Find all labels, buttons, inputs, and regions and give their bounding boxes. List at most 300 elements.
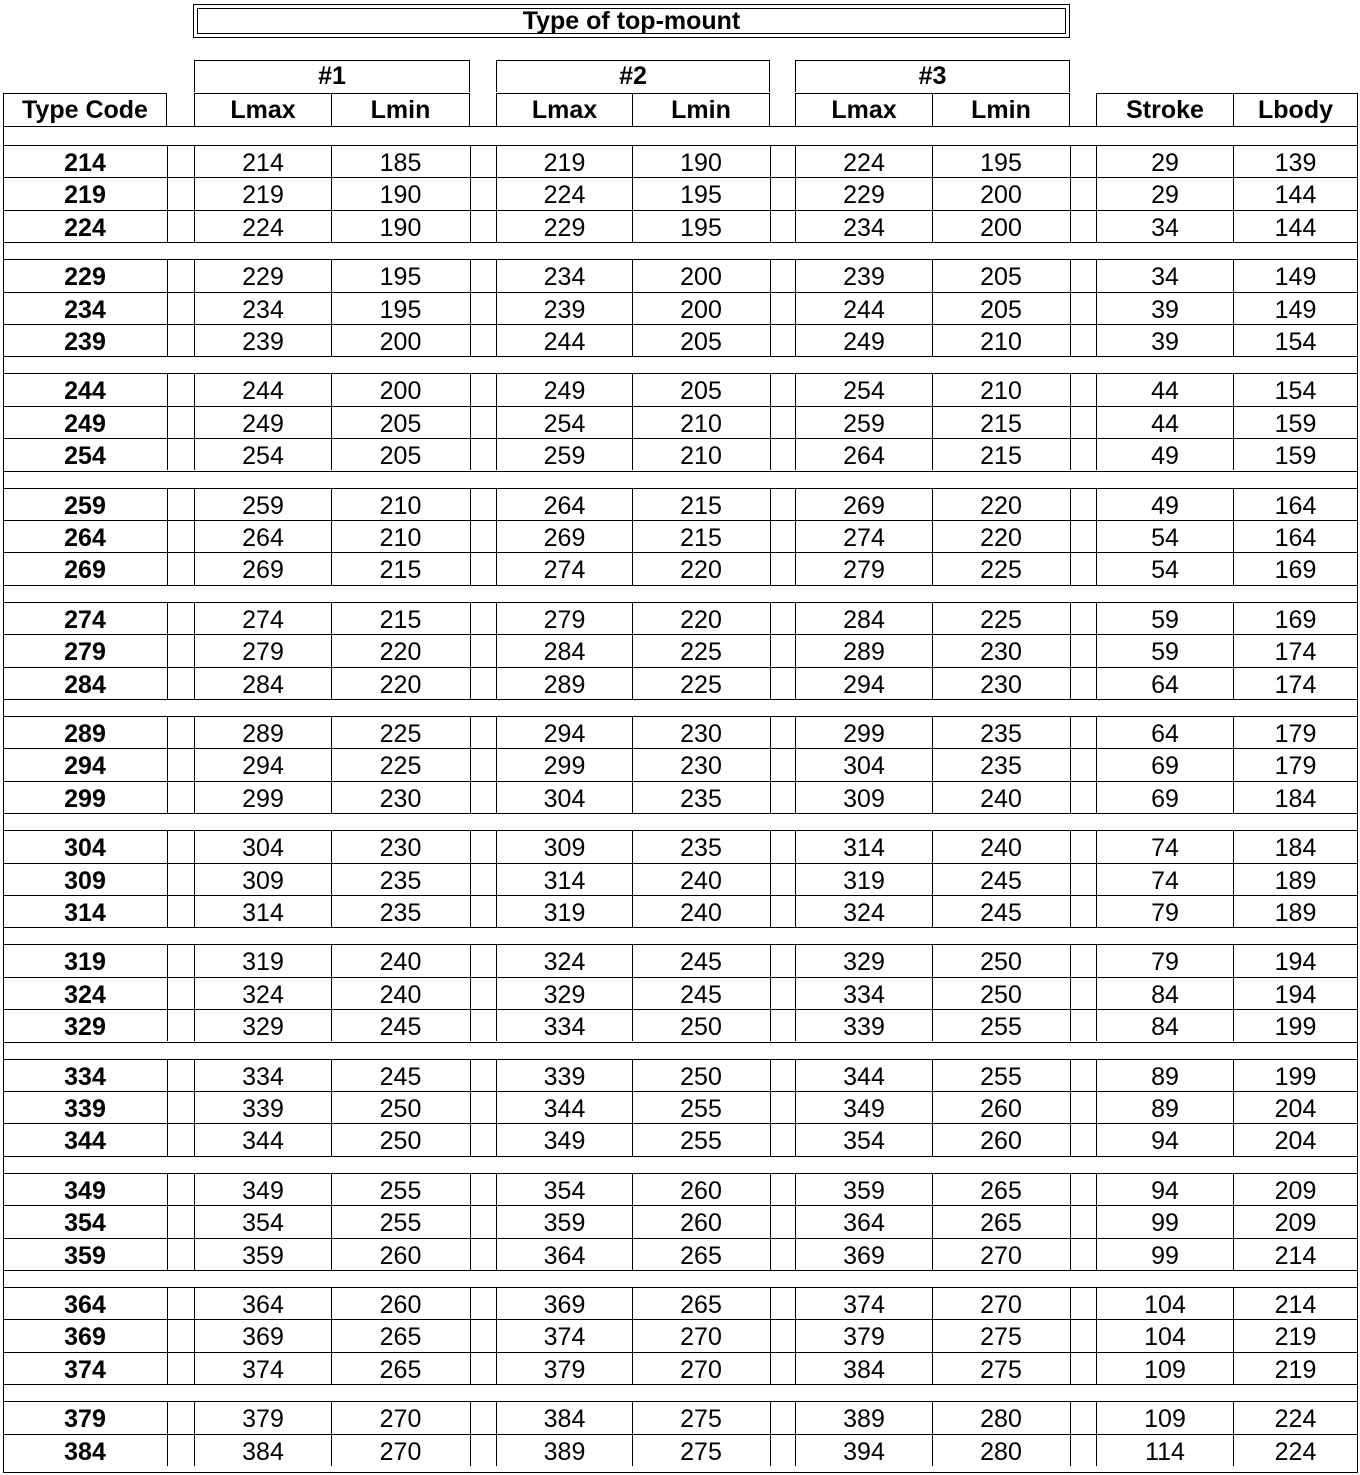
cell-g3-lmax: 349 bbox=[843, 1094, 885, 1123]
column-separator bbox=[470, 1059, 471, 1156]
column-separator bbox=[932, 716, 933, 813]
cell-lbody: 174 bbox=[1274, 637, 1317, 666]
cell-g2-lmax: 359 bbox=[543, 1208, 586, 1237]
header-g1-lmax: Lmax bbox=[194, 93, 332, 126]
cell-g2-lmin: 265 bbox=[680, 1290, 722, 1319]
cell-g3-lmax: 249 bbox=[843, 327, 885, 356]
column-separator bbox=[470, 944, 471, 1041]
column-separator bbox=[496, 1287, 497, 1384]
cell-g2-lmax: 234 bbox=[543, 262, 586, 291]
column-separator bbox=[1096, 145, 1097, 242]
cell-g1-lmin: 250 bbox=[379, 1126, 422, 1155]
cell-g3-lmin: 205 bbox=[980, 295, 1022, 324]
cell-g1-lmax: 334 bbox=[242, 1062, 284, 1091]
cell-type-code: 219 bbox=[64, 180, 106, 209]
cell-g3-lmax: 269 bbox=[843, 491, 885, 520]
column-separator bbox=[1233, 259, 1234, 356]
row-separator bbox=[3, 585, 1358, 586]
row-separator bbox=[3, 1434, 1358, 1435]
row-separator bbox=[3, 488, 1358, 489]
cell-g1-lmin: 245 bbox=[379, 1012, 422, 1041]
cell-g3-lmax: 234 bbox=[843, 213, 885, 242]
cell-g1-lmin: 220 bbox=[379, 670, 422, 699]
cell-g1-lmax: 274 bbox=[242, 605, 284, 634]
column-separator bbox=[1070, 145, 1071, 242]
column-separator bbox=[470, 373, 471, 470]
cell-g3-lmax: 369 bbox=[843, 1241, 885, 1270]
cell-g1-lmin: 195 bbox=[379, 295, 422, 324]
cell-stroke: 54 bbox=[1151, 523, 1179, 552]
cell-g1-lmin: 245 bbox=[379, 1062, 422, 1091]
cell-stroke: 89 bbox=[1151, 1062, 1179, 1091]
row-separator bbox=[3, 259, 1358, 260]
column-separator bbox=[194, 1173, 195, 1270]
cell-stroke: 79 bbox=[1151, 898, 1179, 927]
cell-g2-lmax: 314 bbox=[543, 866, 586, 895]
header-g2-lmax: Lmax bbox=[496, 93, 633, 126]
column-separator bbox=[194, 716, 195, 813]
cell-g1-lmin: 190 bbox=[379, 180, 422, 209]
cell-g1-lmin: 240 bbox=[379, 980, 422, 1009]
cell-g1-lmax: 374 bbox=[242, 1355, 284, 1384]
cell-stroke: 74 bbox=[1151, 833, 1179, 862]
cell-lbody: 199 bbox=[1274, 1062, 1317, 1091]
cell-g3-lmax: 354 bbox=[843, 1126, 885, 1155]
column-separator bbox=[1096, 830, 1097, 927]
column-separator bbox=[470, 1287, 471, 1384]
cell-g1-lmin: 200 bbox=[379, 376, 422, 405]
column-separator bbox=[167, 1287, 168, 1384]
cell-g1-lmax: 219 bbox=[242, 180, 284, 209]
cell-g1-lmin: 260 bbox=[379, 1241, 422, 1270]
column-separator bbox=[795, 373, 796, 470]
cell-g3-lmin: 270 bbox=[980, 1290, 1022, 1319]
cell-type-code: 214 bbox=[64, 148, 106, 177]
column-separator bbox=[1096, 716, 1097, 813]
cell-g1-lmin: 265 bbox=[379, 1355, 422, 1384]
cell-g2-lmin: 205 bbox=[680, 327, 722, 356]
header-lbody: Lbody bbox=[1233, 93, 1358, 126]
cell-g2-lmax: 284 bbox=[543, 637, 586, 666]
row-separator bbox=[3, 1319, 1358, 1320]
column-separator bbox=[1070, 830, 1071, 927]
column-separator bbox=[1096, 373, 1097, 470]
cell-g3-lmax: 389 bbox=[843, 1404, 885, 1433]
cell-lbody: 164 bbox=[1274, 491, 1317, 520]
column-separator bbox=[632, 488, 633, 585]
column-separator bbox=[932, 830, 933, 927]
column-separator bbox=[331, 488, 332, 585]
cell-stroke: 94 bbox=[1151, 1176, 1179, 1205]
cell-g1-lmin: 205 bbox=[379, 441, 422, 470]
cell-g3-lmin: 240 bbox=[980, 833, 1022, 862]
cell-type-code: 239 bbox=[64, 327, 106, 356]
cell-g2-lmax: 349 bbox=[543, 1126, 586, 1155]
cell-g2-lmin: 265 bbox=[680, 1241, 722, 1270]
cell-type-code: 299 bbox=[64, 784, 106, 813]
cell-g2-lmin: 235 bbox=[680, 833, 722, 862]
cell-g2-lmax: 354 bbox=[543, 1176, 586, 1205]
cell-g2-lmax: 329 bbox=[543, 980, 586, 1009]
cell-g2-lmax: 229 bbox=[543, 213, 586, 242]
cell-g2-lmin: 225 bbox=[680, 637, 722, 666]
cell-g3-lmax: 344 bbox=[843, 1062, 885, 1091]
cell-lbody: 204 bbox=[1274, 1094, 1317, 1123]
cell-g1-lmin: 185 bbox=[379, 148, 422, 177]
cell-lbody: 224 bbox=[1274, 1437, 1317, 1466]
cell-g2-lmin: 190 bbox=[680, 148, 722, 177]
column-separator bbox=[795, 1173, 796, 1270]
row-separator bbox=[3, 977, 1358, 978]
cell-g1-lmin: 225 bbox=[379, 751, 422, 780]
cell-g1-lmax: 214 bbox=[242, 148, 284, 177]
cell-g1-lmin: 205 bbox=[379, 409, 422, 438]
cell-lbody: 199 bbox=[1274, 1012, 1317, 1041]
cell-lbody: 209 bbox=[1274, 1208, 1317, 1237]
cell-g2-lmin: 220 bbox=[680, 605, 722, 634]
column-separator bbox=[1096, 602, 1097, 699]
cell-type-code: 349 bbox=[64, 1176, 106, 1205]
cell-g3-lmax: 244 bbox=[843, 295, 885, 324]
column-separator bbox=[194, 1059, 195, 1156]
cell-type-code: 319 bbox=[64, 947, 106, 976]
cell-g1-lmin: 230 bbox=[379, 833, 422, 862]
cell-type-code: 344 bbox=[64, 1126, 106, 1155]
row-separator bbox=[3, 1238, 1358, 1239]
column-separator bbox=[770, 1059, 771, 1156]
cell-stroke: 39 bbox=[1151, 327, 1179, 356]
cell-g2-lmin: 235 bbox=[680, 784, 722, 813]
cell-g1-lmax: 289 bbox=[242, 719, 284, 748]
column-separator bbox=[632, 259, 633, 356]
cell-g2-lmax: 264 bbox=[543, 491, 586, 520]
column-separator bbox=[1096, 488, 1097, 585]
column-separator bbox=[331, 602, 332, 699]
cell-g3-lmin: 220 bbox=[980, 523, 1022, 552]
cell-g2-lmax: 369 bbox=[543, 1290, 586, 1319]
cell-stroke: 84 bbox=[1151, 1012, 1179, 1041]
cell-g2-lmin: 255 bbox=[680, 1126, 722, 1155]
cell-stroke: 34 bbox=[1151, 213, 1179, 242]
cell-lbody: 219 bbox=[1274, 1355, 1317, 1384]
cell-g2-lmax: 319 bbox=[543, 898, 586, 927]
cell-g1-lmax: 319 bbox=[242, 947, 284, 976]
column-separator bbox=[1096, 944, 1097, 1041]
column-separator bbox=[1070, 1401, 1071, 1466]
cell-g1-lmax: 314 bbox=[242, 898, 284, 927]
column-separator bbox=[331, 1287, 332, 1384]
cell-type-code: 304 bbox=[64, 833, 106, 862]
column-separator bbox=[1233, 830, 1234, 927]
cell-lbody: 179 bbox=[1274, 751, 1317, 780]
cell-type-code: 284 bbox=[64, 670, 106, 699]
column-separator bbox=[167, 1173, 168, 1270]
table-title-box bbox=[193, 4, 1070, 38]
cell-stroke: 69 bbox=[1151, 784, 1179, 813]
cell-type-code: 279 bbox=[64, 637, 106, 666]
column-separator bbox=[1233, 602, 1234, 699]
column-separator bbox=[1070, 488, 1071, 585]
column-separator bbox=[496, 259, 497, 356]
cell-stroke: 49 bbox=[1151, 491, 1179, 520]
cell-g3-lmin: 205 bbox=[980, 262, 1022, 291]
column-separator bbox=[1233, 1173, 1234, 1270]
cell-g3-lmax: 319 bbox=[843, 866, 885, 895]
cell-lbody: 169 bbox=[1274, 555, 1317, 584]
cell-type-code: 244 bbox=[64, 376, 106, 405]
cell-lbody: 164 bbox=[1274, 523, 1317, 552]
cell-stroke: 59 bbox=[1151, 605, 1179, 634]
column-separator bbox=[1233, 145, 1234, 242]
cell-lbody: 179 bbox=[1274, 719, 1317, 748]
column-separator bbox=[932, 488, 933, 585]
column-separator bbox=[1096, 1059, 1097, 1156]
column-separator bbox=[632, 602, 633, 699]
column-separator bbox=[496, 373, 497, 470]
cell-g2-lmin: 225 bbox=[680, 670, 722, 699]
column-separator bbox=[194, 373, 195, 470]
cell-type-code: 259 bbox=[64, 491, 106, 520]
cell-g3-lmax: 304 bbox=[843, 751, 885, 780]
column-separator bbox=[1233, 1059, 1234, 1156]
cell-g3-lmin: 225 bbox=[980, 605, 1022, 634]
column-separator bbox=[770, 1173, 771, 1270]
cell-g1-lmin: 270 bbox=[379, 1404, 422, 1433]
column-separator bbox=[632, 1059, 633, 1156]
column-separator bbox=[1096, 1173, 1097, 1270]
cell-g1-lmin: 255 bbox=[379, 1176, 422, 1205]
column-separator bbox=[470, 716, 471, 813]
cell-type-code: 249 bbox=[64, 409, 106, 438]
cell-g2-lmax: 254 bbox=[543, 409, 586, 438]
column-separator bbox=[1233, 1401, 1234, 1466]
cell-g2-lmin: 270 bbox=[680, 1322, 722, 1351]
cell-stroke: 104 bbox=[1144, 1290, 1186, 1319]
cell-g2-lmin: 210 bbox=[680, 441, 722, 470]
cell-lbody: 194 bbox=[1274, 947, 1317, 976]
column-separator bbox=[194, 259, 195, 356]
cell-g2-lmin: 195 bbox=[680, 180, 722, 209]
cell-stroke: 94 bbox=[1151, 1126, 1179, 1155]
cell-g1-lmax: 359 bbox=[242, 1241, 284, 1270]
cell-g1-lmin: 235 bbox=[379, 898, 422, 927]
cell-g3-lmax: 294 bbox=[843, 670, 885, 699]
column-separator bbox=[770, 944, 771, 1041]
column-separator bbox=[496, 488, 497, 585]
column-separator bbox=[795, 259, 796, 356]
cell-type-code: 354 bbox=[64, 1208, 106, 1237]
cell-g1-lmin: 240 bbox=[379, 947, 422, 976]
cell-g2-lmax: 389 bbox=[543, 1437, 586, 1466]
cell-g1-lmax: 269 bbox=[242, 555, 284, 584]
cell-g1-lmax: 244 bbox=[242, 376, 284, 405]
cell-g2-lmin: 215 bbox=[680, 491, 722, 520]
row-separator bbox=[3, 406, 1358, 407]
cell-g1-lmax: 349 bbox=[242, 1176, 284, 1205]
cell-g2-lmax: 304 bbox=[543, 784, 586, 813]
cell-lbody: 139 bbox=[1274, 148, 1317, 177]
cell-g1-lmax: 224 bbox=[242, 213, 284, 242]
cell-g1-lmin: 250 bbox=[379, 1094, 422, 1123]
group-header-1: #1 bbox=[194, 60, 470, 92]
cell-g2-lmax: 339 bbox=[543, 1062, 586, 1091]
column-separator bbox=[470, 602, 471, 699]
cell-stroke: 44 bbox=[1151, 376, 1179, 405]
cell-g1-lmax: 339 bbox=[242, 1094, 284, 1123]
cell-type-code: 269 bbox=[64, 555, 106, 584]
cell-g2-lmax: 224 bbox=[543, 180, 586, 209]
cell-g1-lmin: 215 bbox=[379, 605, 422, 634]
cell-g1-lmax: 249 bbox=[242, 409, 284, 438]
cell-g1-lmin: 230 bbox=[379, 784, 422, 813]
cell-g3-lmin: 200 bbox=[980, 213, 1022, 242]
cell-g1-lmin: 235 bbox=[379, 866, 422, 895]
cell-stroke: 89 bbox=[1151, 1094, 1179, 1123]
cell-stroke: 64 bbox=[1151, 670, 1179, 699]
cell-g3-lmax: 334 bbox=[843, 980, 885, 1009]
column-separator bbox=[1070, 1287, 1071, 1384]
cell-stroke: 104 bbox=[1144, 1322, 1186, 1351]
table-title: Type of top-mount bbox=[197, 8, 1066, 34]
cell-g3-lmin: 230 bbox=[980, 637, 1022, 666]
row-separator bbox=[3, 863, 1358, 864]
cell-stroke: 29 bbox=[1151, 180, 1179, 209]
column-separator bbox=[770, 145, 771, 242]
column-separator bbox=[496, 1173, 497, 1270]
column-separator bbox=[632, 830, 633, 927]
row-separator bbox=[3, 830, 1358, 831]
cell-g1-lmin: 190 bbox=[379, 213, 422, 242]
column-separator bbox=[331, 830, 332, 927]
cell-lbody: 184 bbox=[1274, 784, 1317, 813]
cell-g1-lmin: 270 bbox=[379, 1437, 422, 1466]
header-type-code: Type Code bbox=[3, 93, 167, 126]
cell-g3-lmin: 235 bbox=[980, 751, 1022, 780]
column-separator bbox=[632, 373, 633, 470]
row-separator bbox=[3, 356, 1358, 357]
cell-g3-lmin: 245 bbox=[980, 866, 1022, 895]
group-header-2: #2 bbox=[496, 60, 770, 92]
row-separator bbox=[3, 471, 1358, 472]
column-separator bbox=[632, 1287, 633, 1384]
cell-g2-lmax: 299 bbox=[543, 751, 586, 780]
cell-g3-lmin: 270 bbox=[980, 1241, 1022, 1270]
cell-lbody: 144 bbox=[1274, 180, 1317, 209]
cell-g3-lmax: 314 bbox=[843, 833, 885, 862]
column-separator bbox=[194, 488, 195, 585]
row-separator bbox=[3, 1352, 1358, 1353]
cell-g2-lmin: 230 bbox=[680, 751, 722, 780]
row-separator bbox=[3, 602, 1358, 603]
row-separator bbox=[3, 210, 1358, 211]
row-separator bbox=[3, 1059, 1358, 1060]
row-separator bbox=[3, 1156, 1358, 1157]
column-separator bbox=[194, 1401, 195, 1466]
cell-g2-lmin: 200 bbox=[680, 262, 722, 291]
column-separator bbox=[932, 373, 933, 470]
column-separator bbox=[496, 830, 497, 927]
cell-g2-lmin: 210 bbox=[680, 409, 722, 438]
column-separator bbox=[770, 488, 771, 585]
column-separator bbox=[194, 602, 195, 699]
cell-type-code: 384 bbox=[64, 1437, 106, 1466]
header-g3-lmin: Lmin bbox=[932, 93, 1070, 126]
cell-g2-lmin: 215 bbox=[680, 523, 722, 552]
cell-g2-lmin: 275 bbox=[680, 1437, 722, 1466]
cell-g1-lmax: 304 bbox=[242, 833, 284, 862]
column-separator bbox=[167, 145, 168, 242]
cell-g3-lmax: 329 bbox=[843, 947, 885, 976]
column-separator bbox=[470, 1401, 471, 1466]
cell-type-code: 294 bbox=[64, 751, 106, 780]
row-separator bbox=[3, 667, 1358, 668]
column-separator bbox=[795, 488, 796, 585]
column-separator bbox=[1233, 716, 1234, 813]
row-separator bbox=[3, 552, 1358, 553]
cell-g2-lmin: 250 bbox=[680, 1012, 722, 1041]
column-separator bbox=[167, 1059, 168, 1156]
cell-stroke: 114 bbox=[1145, 1437, 1185, 1466]
cell-g3-lmax: 339 bbox=[843, 1012, 885, 1041]
column-separator bbox=[496, 602, 497, 699]
column-separator bbox=[194, 944, 195, 1041]
column-separator bbox=[496, 716, 497, 813]
cell-g3-lmin: 245 bbox=[980, 898, 1022, 927]
column-separator bbox=[331, 716, 332, 813]
cell-g2-lmin: 255 bbox=[680, 1094, 722, 1123]
column-separator bbox=[470, 145, 471, 242]
row-separator bbox=[3, 324, 1358, 325]
cell-g3-lmax: 384 bbox=[843, 1355, 885, 1384]
column-separator bbox=[167, 716, 168, 813]
cell-g3-lmax: 229 bbox=[843, 180, 885, 209]
cell-g3-lmin: 215 bbox=[980, 441, 1022, 470]
column-separator bbox=[1070, 944, 1071, 1041]
column-separator bbox=[770, 259, 771, 356]
cell-stroke: 44 bbox=[1151, 409, 1179, 438]
cell-g3-lmax: 359 bbox=[843, 1176, 885, 1205]
group-header-3: #3 bbox=[795, 60, 1070, 92]
cell-g2-lmax: 259 bbox=[543, 441, 586, 470]
column-separator bbox=[932, 1287, 933, 1384]
cell-g3-lmax: 274 bbox=[843, 523, 885, 552]
cell-lbody: 149 bbox=[1274, 295, 1317, 324]
cell-g3-lmax: 394 bbox=[843, 1437, 885, 1466]
cell-g3-lmax: 254 bbox=[843, 376, 885, 405]
cell-g3-lmax: 309 bbox=[843, 784, 885, 813]
cell-g2-lmax: 294 bbox=[543, 719, 586, 748]
cell-g3-lmax: 364 bbox=[843, 1208, 885, 1237]
column-separator bbox=[795, 602, 796, 699]
cell-g1-lmax: 234 bbox=[242, 295, 284, 324]
cell-stroke: 49 bbox=[1151, 441, 1179, 470]
column-separator bbox=[496, 145, 497, 242]
row-separator bbox=[3, 781, 1358, 782]
cell-stroke: 69 bbox=[1151, 751, 1179, 780]
cell-g1-lmax: 284 bbox=[242, 670, 284, 699]
cell-g3-lmin: 215 bbox=[980, 409, 1022, 438]
cell-g1-lmax: 294 bbox=[242, 751, 284, 780]
cell-lbody: 144 bbox=[1274, 213, 1317, 242]
cell-lbody: 154 bbox=[1274, 327, 1317, 356]
cell-g2-lmax: 384 bbox=[543, 1404, 586, 1433]
cell-g2-lmax: 274 bbox=[543, 555, 586, 584]
cell-g2-lmax: 219 bbox=[543, 148, 586, 177]
cell-g1-lmax: 229 bbox=[242, 262, 284, 291]
cell-g1-lmin: 215 bbox=[379, 555, 422, 584]
cell-g1-lmax: 299 bbox=[242, 784, 284, 813]
cell-type-code: 234 bbox=[64, 295, 106, 324]
